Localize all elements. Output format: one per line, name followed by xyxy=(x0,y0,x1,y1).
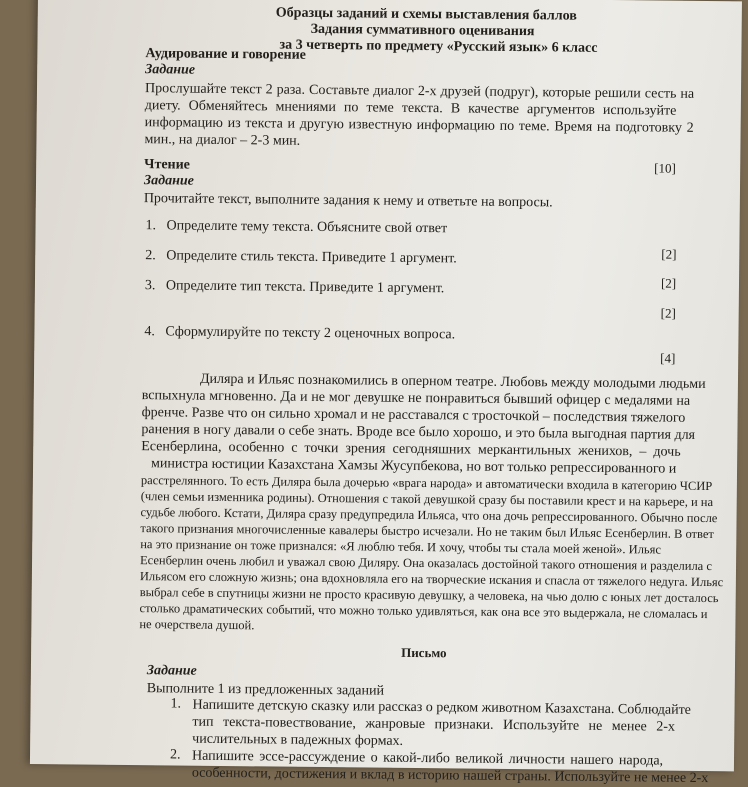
reading-task-score: [2] xyxy=(660,305,676,321)
writing-item-line: тип текста-повествование, жанровые признаки. Используйте не менее 2-х xyxy=(192,714,676,735)
reading-text-line: расстрелянного. То есть Диляра была дочерью «врага народа» и автоматически входила в категорию ЧСИР xyxy=(140,473,713,494)
reading-task-text: Определите тему текста. Объясните свой ответ xyxy=(166,218,448,237)
reading-task-score: [2] xyxy=(661,246,677,262)
reading-task-number: 1. xyxy=(145,218,157,234)
listening-line: Прослушайте текст 2 раза. Составьте диалог 2-х друзей (подруг), которые решили сесть на xyxy=(144,81,695,102)
reading-text-line: Есенберлина, особенно с точки зрения сегодняшних меркантильных женихов, – дочь xyxy=(141,439,681,460)
writing-item-number: 1. xyxy=(170,696,182,712)
reading-task-label: Задание xyxy=(143,173,194,189)
listening-line: информацию из текста и другую известную информацию по теме. Время на подготовку 2 xyxy=(144,115,694,136)
listening-line: диету. Обменяйтесь мнениями по теме текста. В качестве аргументов используйте xyxy=(144,98,677,119)
reading-text-line: министра юстиции Казахстана Хамзы Жусупбекова, но вот только репрессированного и xyxy=(151,456,677,477)
doc-header-line1: Образцы заданий и схемы выставления баллов xyxy=(275,5,577,24)
writing-title: Письмо xyxy=(401,644,447,661)
reading-text-line: выбрал себе в спутницы жизни не просто красивую девушку, а человека, на чью долю с юных лет досталось xyxy=(139,585,719,606)
writing-instruction: Выполните 1 из предложенных заданий xyxy=(146,681,385,699)
reading-task-text: Определите стиль текста. Приведите 1 аргумент. xyxy=(166,248,457,267)
reading-text-line: вспыхнула мгновенно. Да и не мог девушке не понравиться бывший офицер с медалями на xyxy=(141,388,691,409)
reading-task-number: 4. xyxy=(144,324,156,340)
writing-item-number: 2. xyxy=(169,747,181,763)
reading-task-number: 2. xyxy=(145,248,156,264)
reading-text-line: Есенберлин очень любил и уважал свою Диляру. Она оказалась достойной такого отношения и разделила с xyxy=(140,553,713,574)
reading-task-score: [2] xyxy=(660,275,677,291)
reading-text-line: судьбе любого. Кстати, Диляра сразу предупредила Ильяса, что она дочь репрессированного. Обычно после xyxy=(140,505,718,526)
document-page xyxy=(30,0,742,787)
doc-header-line3: за 3 четверть по предмету «Русский язык» 6 класс xyxy=(279,37,598,56)
reading-text-line: Ильясом его сложную жизнь; она вдохновляла его на творческие искания и спасла от тяжелого недуга. Ильяс xyxy=(139,569,724,590)
listening-line: мин., на диалог – 2-3 мин. xyxy=(144,132,301,149)
writing-item-line: числительных в падежных формах. xyxy=(192,731,404,749)
reading-text-line: Диляра и Ильяс познакомились в оперном театре. Любовь между молодыми людьми xyxy=(199,371,706,393)
listening-title: Аудирование и говорение xyxy=(145,46,307,63)
reading-text-line: френче. Разве что он сильно хромал и не расставался с тросточкой – последствия тяжелого xyxy=(141,405,686,426)
reading-task-number: 3. xyxy=(144,278,156,294)
writing-item-line: особенности, достижения и вклад в историю нашей страны. Используйте не менее 2-х xyxy=(191,765,709,787)
reading-text-line: на это признание он тоже признался: «Я люблю тебя. И хочу, чтобы ты стала моей женой». Ильяс xyxy=(140,537,662,557)
reading-text-line: такого признания многочисленные кавалеры быстро исчезали. Но не таким был Ильяс Есенберлин. В ответ xyxy=(140,521,714,542)
reading-text-line: столько драматических событий, что можно только удивляться, как она все это выдержала, не сломалась и xyxy=(139,601,708,622)
writing-item-line: Напишите эссе-рассуждение о какой-либо великой личности нашего народа, xyxy=(191,748,664,769)
reading-title: Чтение xyxy=(144,157,191,173)
writing-task-label: Задание xyxy=(146,663,197,679)
reading-task-score: [4] xyxy=(660,350,676,366)
reading-score: [10] xyxy=(654,160,676,176)
reading-task-text: Определите тип текста. Приведите 1 аргумент. xyxy=(165,278,445,297)
reading-text-line: ранения в ногу давали о себе знать. Вроде все было хорошо, и это была выгодная партия для xyxy=(141,422,696,443)
reading-instruction: Прочитайте текст, выполните задания к нему и ответьте на вопросы. xyxy=(143,191,553,211)
writing-item-line: Напишите детскую сказку или рассказ о редком животном Казахстана. Соблюдайте xyxy=(192,697,692,718)
reading-text-line: (член семьи изменника родины). Отношения с такой девушкой сразу бы поставили крест и на карьере, и на xyxy=(140,489,714,510)
reading-text-line: не очерствела душой. xyxy=(139,617,255,633)
doc-header-line2: Задания суммативного оценивания xyxy=(310,21,535,40)
listening-task-label: Задание xyxy=(145,62,196,78)
reading-task-text: Сформулируйте по тексту 2 оценочных вопроса. xyxy=(165,324,456,343)
